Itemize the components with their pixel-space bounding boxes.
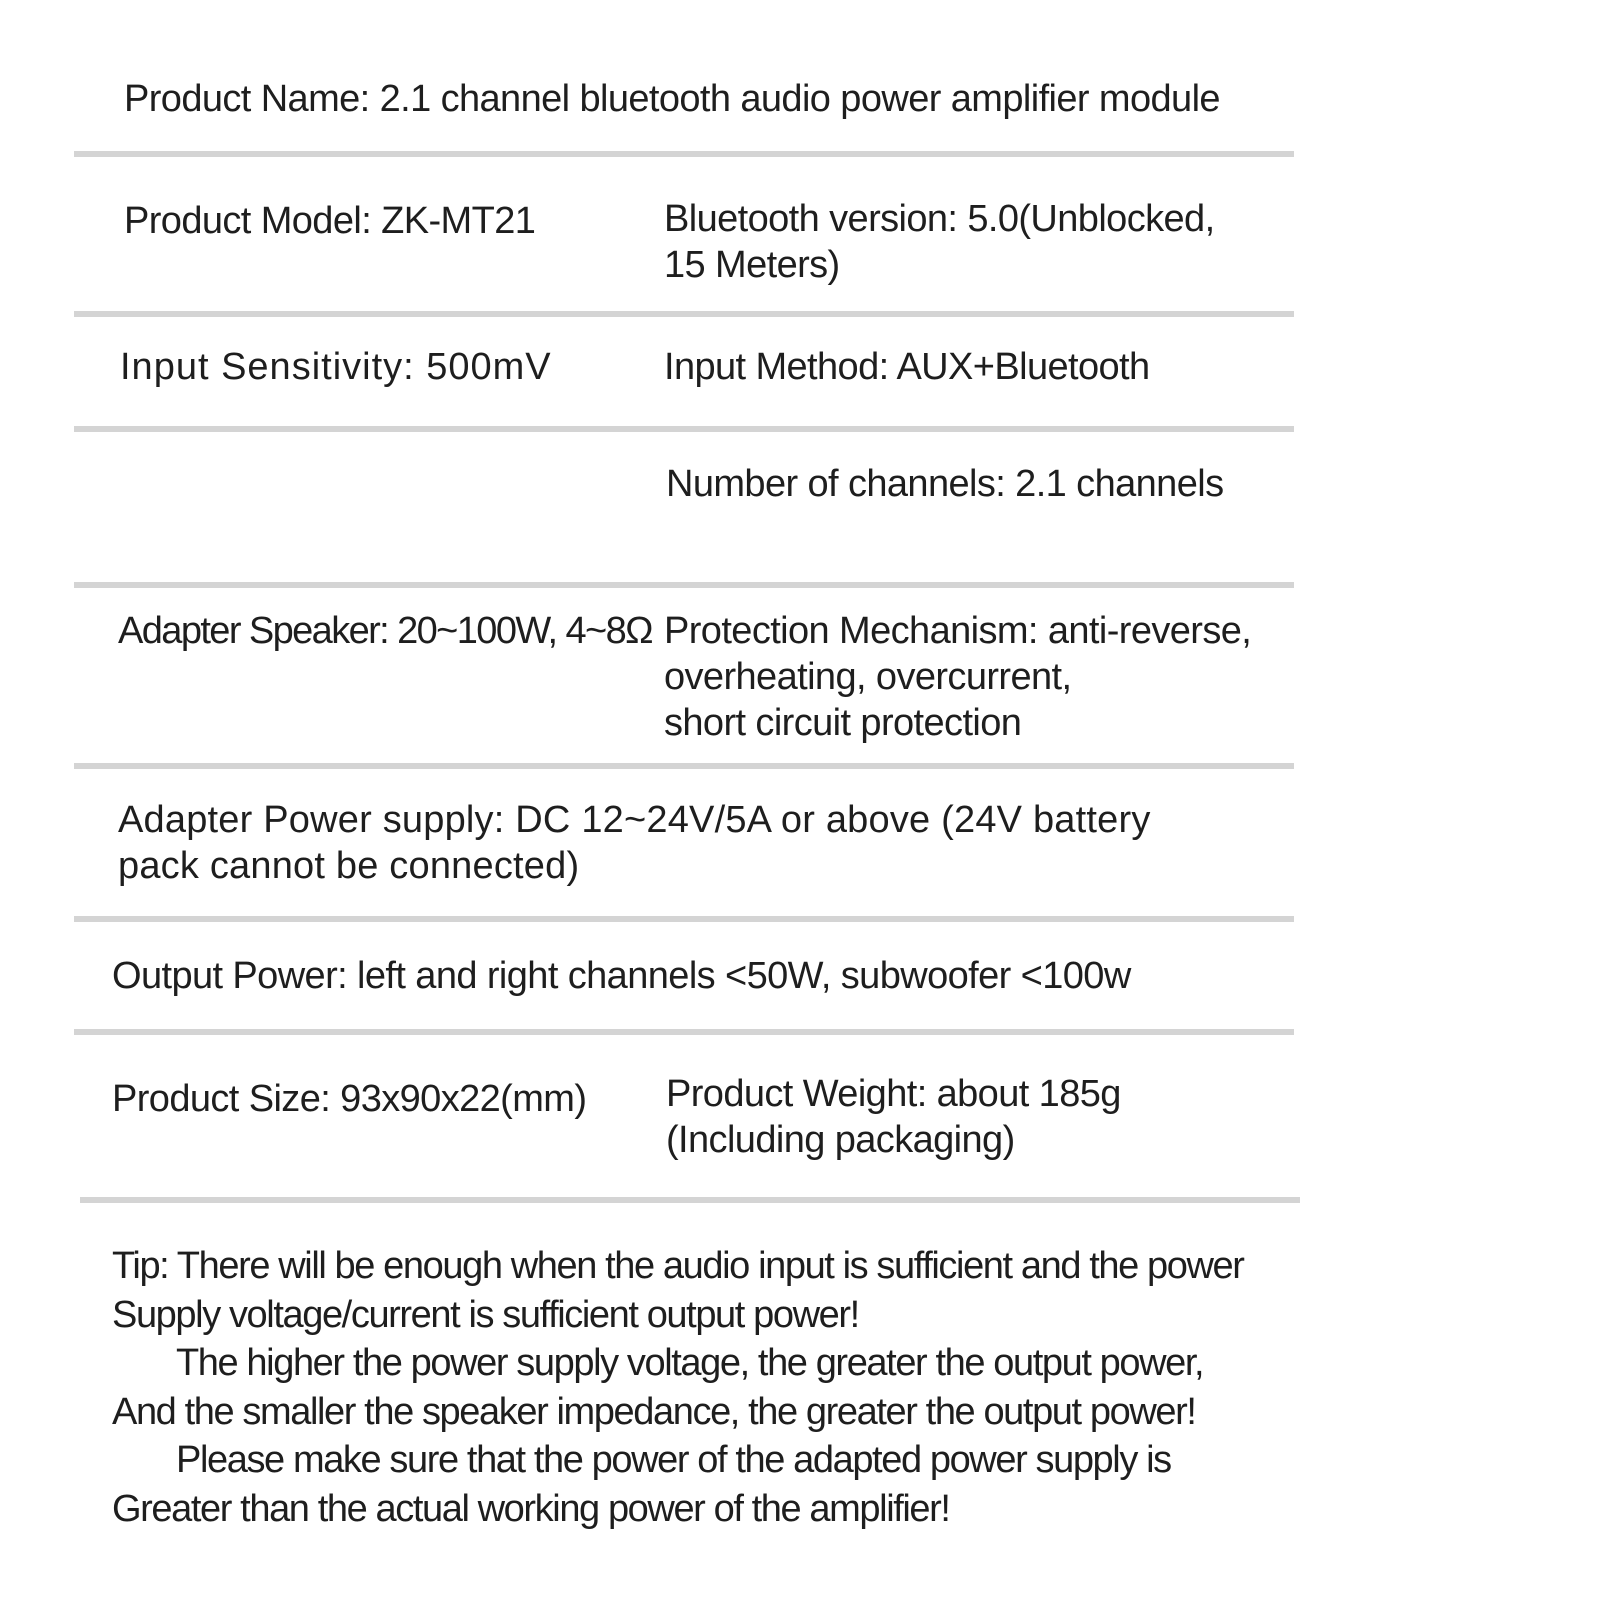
divider	[74, 763, 1294, 769]
input-method: Input Method: AUX+Bluetooth	[664, 346, 1150, 388]
divider	[74, 916, 1294, 922]
tip-line: Supply voltage/current is sufficient output power!	[112, 1293, 859, 1336]
tip-line: Tip: There will be enough when the audio input is sufficient and the power	[112, 1245, 1244, 1287]
product-model: Product Model: ZK-MT21	[124, 200, 536, 242]
input-sensitivity: Input Sensitivity: 500mV	[120, 346, 552, 388]
adapter-power-supply: Adapter Power supply: DC 12~24V/5A or above (24V battery pack cannot be connected)	[118, 799, 1151, 887]
product-name: Product Name: 2.1 channel bluetooth audio power amplifier module	[124, 78, 1220, 120]
product-weight: Product Weight: about 185g (Including packaging)	[666, 1073, 1121, 1161]
divider	[74, 311, 1294, 317]
product-size: Product Size: 93x90x22(mm)	[112, 1078, 587, 1120]
protection-mechanism: Protection Mechanism: anti-reverse, overheating, overcurrent, short circuit protection	[664, 610, 1252, 744]
bluetooth-version: Bluetooth version: 5.0(Unblocked, 15 Meters)	[664, 198, 1215, 286]
divider	[80, 1197, 1300, 1203]
divider	[74, 426, 1294, 432]
output-power: Output Power: left and right channels <50W, subwoofer <100w	[112, 955, 1131, 997]
tip-line: The higher the power supply voltage, the greater the output power,	[176, 1342, 1204, 1384]
tip-paragraph	[112, 1242, 1244, 1533]
tip-line: And the smaller the speaker impedance, the greater the output power!	[112, 1390, 1196, 1433]
divider	[74, 582, 1294, 588]
number-of-channels: Number of channels: 2.1 channels	[666, 463, 1224, 505]
divider	[74, 151, 1294, 157]
tip-line: Please make sure that the power of the adapted power supply is	[176, 1439, 1171, 1481]
adapter-speaker: Adapter Speaker: 20~100W, 4~8Ω	[118, 610, 652, 652]
tip-line: Greater than the actual working power of the amplifier!	[112, 1487, 950, 1530]
divider	[74, 1029, 1294, 1035]
